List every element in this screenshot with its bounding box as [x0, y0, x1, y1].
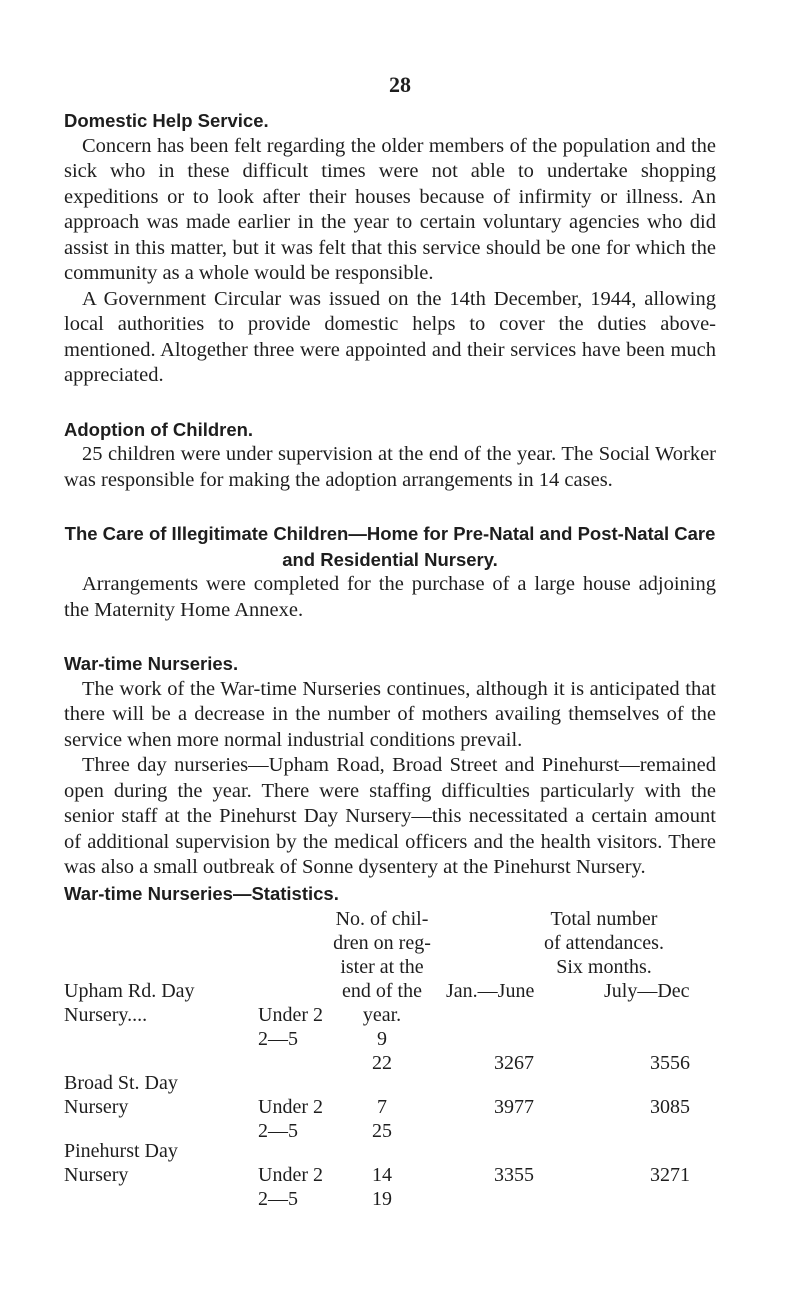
header-period-july-dec: July—Dec — [604, 980, 690, 1002]
header-attendance-line: Six months. — [556, 956, 652, 978]
nursery-name: Broad St. Day — [64, 1072, 178, 1094]
register-value: 25 — [372, 1120, 392, 1142]
attendance-july-dec: 3085 — [650, 1096, 690, 1118]
age-group: 2—5 — [258, 1028, 298, 1050]
paragraph: Arrangements were completed for the purchase of a large house adjoining the Maternity Home Annexe. — [64, 573, 716, 621]
paragraph: A Government Circular was issued on the 14th December, 1944, allowing local authorities to provide domestic helps to cover the duties above-mentioned. Altogether three were appointed and their services have been much appreciated. — [64, 287, 716, 386]
age-group: Under 2 — [258, 1004, 323, 1026]
age-group: Under 2 — [258, 1164, 323, 1186]
header-register-line: dren on reg- — [333, 932, 431, 954]
header-register-line: ister at the — [340, 956, 424, 978]
nursery-name: Nursery.... — [64, 1004, 148, 1026]
body-text — [64, 108, 716, 881]
nursery-name: Nursery — [64, 1164, 129, 1186]
header-attendance-line: of attendances. — [544, 932, 664, 954]
register-value: 22 — [372, 1052, 392, 1074]
register-value: 19 — [372, 1188, 392, 1210]
statistics-table — [64, 883, 734, 1213]
attendance-jan-june: 3355 — [494, 1164, 534, 1186]
register-value: 14 — [372, 1164, 392, 1186]
nursery-name: Pinehurst Day — [64, 1140, 178, 1162]
header-register-line: year. — [362, 1004, 402, 1026]
page-number: 28 — [389, 72, 411, 97]
header-register-line: No. of chil- — [335, 908, 429, 930]
register-value: 7 — [377, 1096, 387, 1118]
age-group: 2—5 — [258, 1188, 298, 1210]
attendance-jan-june: 3977 — [494, 1096, 534, 1118]
age-group: 2—5 — [258, 1120, 298, 1142]
heading-illegitimate-children: The Care of Illegitimate Children—Home for Pre-Natal and Post-Natal Care and Residential Nursery. — [64, 523, 716, 570]
attendance-july-dec: 3271 — [650, 1164, 690, 1186]
attendance-jan-june: 3267 — [494, 1052, 534, 1074]
heading-adoption: Adoption of Children. — [64, 418, 254, 440]
header-attendance-line: Total number — [550, 908, 658, 930]
attendance-july-dec: 3556 — [650, 1052, 690, 1074]
age-group: Under 2 — [258, 1096, 323, 1118]
heading-domestic-help: Domestic Help Service. — [64, 110, 269, 131]
header-register-line: end of the — [342, 980, 422, 1002]
paragraph: Concern has been felt regarding the older members of the population and the sick who in these difficult times were not able to undertake shopping expeditions or to look after their houses because of infirmity or illness. An approach was made earlier in the year to certain voluntary agencies who did assist in this matter, but it was felt that this service should be one for which the community as a whole would be responsible. — [64, 134, 716, 284]
paragraph: The work of the War-time Nurseries continues, although it is anticipated that there will be a decrease in the number of mothers availing themselves of the service when more normal industrial conditions prevail. — [64, 677, 716, 751]
nursery-name: Upham Rd. Day — [64, 980, 195, 1002]
paragraph: Three day nurseries—Upham Road, Broad Street and Pinehurst—remained open during the year. There were staffing difficulties particularly with the senior staff at the Pinehurst Day Nursery—this necessitated a certain amount of additional supervision by the medical officers and the health visitors. There was also a small outbreak of Sonne dysentery at the Pinehurst Nursery. — [64, 754, 716, 878]
paragraph: 25 children were under supervision at the end of the year. The Social Worker was responsible for making the adoption arrangements in 14 cases. — [64, 443, 716, 491]
header-period-jan-june: Jan.—June — [446, 980, 535, 1002]
nursery-name: Nursery — [64, 1096, 129, 1118]
register-value: 9 — [377, 1028, 387, 1050]
heading-wartime-nurseries: War-time Nurseries. — [64, 653, 239, 674]
statistics-heading: War-time Nurseries—Statistics. — [64, 883, 339, 904]
